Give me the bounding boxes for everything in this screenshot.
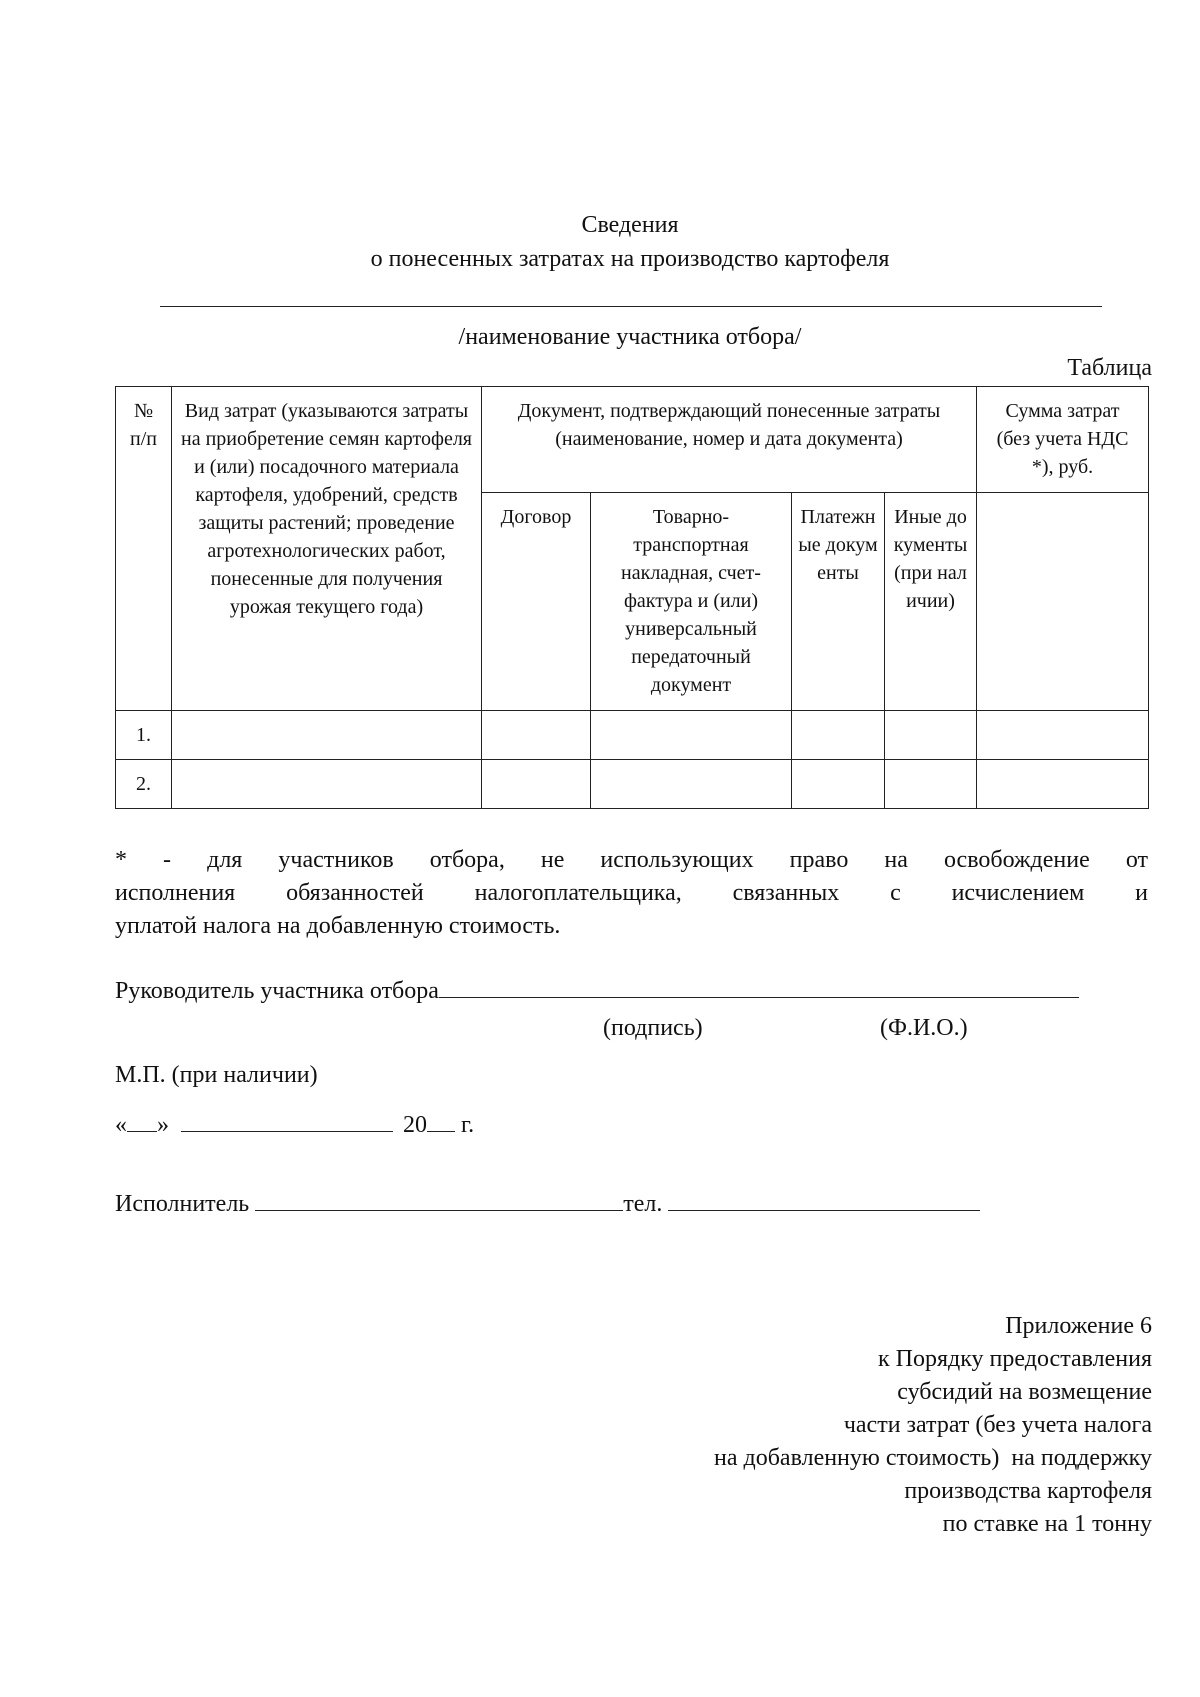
table-cell[interactable] (792, 711, 885, 760)
document-subtitle: о понесенных затратах на производство картофеля (370, 246, 890, 272)
header-col-cost-type: Вид затрат (указываются затраты на приобретение семян картофеля и (или) посадочного материала картофеля, удобрений, средств защиты растений; проведение агротехнологических работ, понесенные для получения урожая текущего года) (172, 387, 482, 711)
footnote-line: * - для участников отбора, не использующих право на освобождение от (115, 847, 1148, 873)
appendix-line: на добавленную стоимость) на поддержку (714, 1445, 1152, 1471)
header-col-number: № п/п (116, 387, 172, 711)
table-cell[interactable] (885, 760, 977, 809)
sign-caption: (подпись) (603, 1015, 703, 1041)
appendix-block (560, 1310, 1152, 1541)
day-field[interactable] (127, 1107, 157, 1132)
table-row (116, 760, 1149, 809)
executor-row (115, 1186, 1115, 1218)
head-label: Руководитель участника отбора (115, 978, 439, 1004)
row-number: 2. (116, 760, 172, 809)
header-col-sum: Сумма затрат (без учета НДС *), руб. (977, 387, 1149, 493)
header-sub-contract: Договор (482, 493, 591, 711)
executor-field[interactable] (255, 1186, 623, 1211)
header-sub-payment: Платежные документы (792, 493, 885, 711)
year-prefix: 20 (403, 1112, 427, 1138)
table-cell[interactable] (591, 711, 792, 760)
table-cell[interactable] (977, 760, 1149, 809)
sum-header-empty (977, 493, 1149, 711)
year-field[interactable] (427, 1107, 455, 1132)
table-cell[interactable] (172, 760, 482, 809)
footnote-line: уплатой налога на добавленную стоимость. (115, 913, 561, 939)
header-sub-waybill: Товарно-транспортная накладная, счет-фактура и (или) универсальный передаточный документ (591, 493, 792, 711)
appendix-line: Приложение 6 (1005, 1313, 1152, 1339)
appendix-line: производства картофеля (904, 1478, 1152, 1504)
appendix-line: по ставке на 1 тонну (942, 1511, 1152, 1537)
date-open-quote: « (115, 1112, 127, 1138)
footnote (115, 844, 1148, 943)
table-cell[interactable] (792, 760, 885, 809)
table-row (116, 711, 1149, 760)
participant-name-line (160, 306, 1102, 307)
year-suffix: г. (461, 1112, 475, 1138)
header-sub-other: Иные документы (при наличии) (885, 493, 977, 711)
appendix-line: к Порядку предоставления (877, 1346, 1152, 1372)
table-cell[interactable] (591, 760, 792, 809)
row-number: 1. (116, 711, 172, 760)
table-cell[interactable] (482, 711, 591, 760)
costs-table (115, 386, 1149, 809)
table-cell[interactable] (885, 711, 977, 760)
phone-label: тел. (623, 1191, 663, 1217)
phone-field[interactable] (668, 1186, 980, 1211)
month-field[interactable] (181, 1107, 393, 1132)
appendix-line: субсидий на возмещение (897, 1379, 1152, 1405)
participant-caption: /наименование участника отбора/ (458, 324, 802, 350)
table-label: Таблица (1067, 355, 1152, 381)
header-col-document: Документ, подтверждающий понесенные затраты (наименование, номер и дата документа) (482, 387, 977, 493)
footnote-line: исполнения обязанностей налогоплательщика, связанных с исчислением и (115, 880, 1148, 906)
date-close-quote: » (157, 1112, 169, 1138)
name-caption: (Ф.И.О.) (880, 1015, 968, 1041)
head-signature-row (115, 973, 1155, 1005)
head-signature-field[interactable] (439, 973, 1079, 998)
table-cell[interactable] (977, 711, 1149, 760)
executor-label: Исполнитель (115, 1191, 250, 1217)
appendix-line: части затрат (без учета налога (843, 1412, 1152, 1438)
table-cell[interactable] (172, 711, 482, 760)
stamp-label: М.П. (при наличии) (115, 1062, 318, 1088)
date-row (115, 1107, 474, 1139)
table-cell[interactable] (482, 760, 591, 809)
document-title: Сведения (581, 212, 679, 238)
